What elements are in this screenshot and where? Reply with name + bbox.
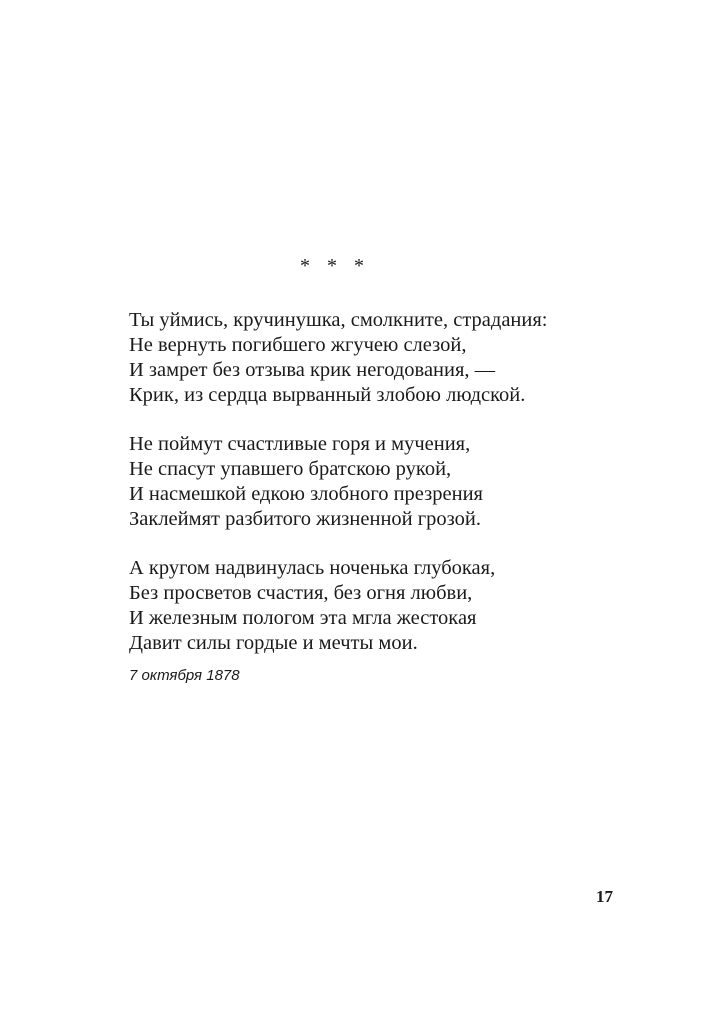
page-number: 17 xyxy=(596,887,613,906)
poem-line: Заклеймят разбитого жизненной грозой. xyxy=(129,508,481,530)
poem xyxy=(129,308,649,680)
poem-line: А кругом надвинулась ноченька глубокая, xyxy=(129,557,496,579)
stanza-2 xyxy=(129,432,649,532)
poem-line: И железным пологом эта мгла жестокая xyxy=(129,607,477,629)
section-ornament: * * * xyxy=(300,255,370,277)
stanza-3 xyxy=(129,556,649,656)
poem-line: И насмешкой едкою злобного презрения xyxy=(129,483,483,505)
poem-date: 7 октября 1878 xyxy=(129,667,240,684)
poem-line: Не вернуть погибшего жгучею слезой, xyxy=(129,334,467,356)
poem-line: Давит силы гордые и мечты мои. xyxy=(129,632,418,654)
stanza-1 xyxy=(129,308,649,408)
poem-line: Без просветов счастия, без огня любви, xyxy=(129,582,473,604)
poem-line: Крик, из сердца вырванный злобою людской. xyxy=(129,384,526,406)
poem-line: Не поймут счастливые горя и мучения, xyxy=(129,433,471,455)
poem-line: Не спасут упавшего братскою рукой, xyxy=(129,458,452,480)
poem-line: И замрет без отзыва крик негодования, — xyxy=(129,359,496,381)
poem-line: Ты уймись, кручинушка, смолкните, страдания: xyxy=(129,309,548,331)
